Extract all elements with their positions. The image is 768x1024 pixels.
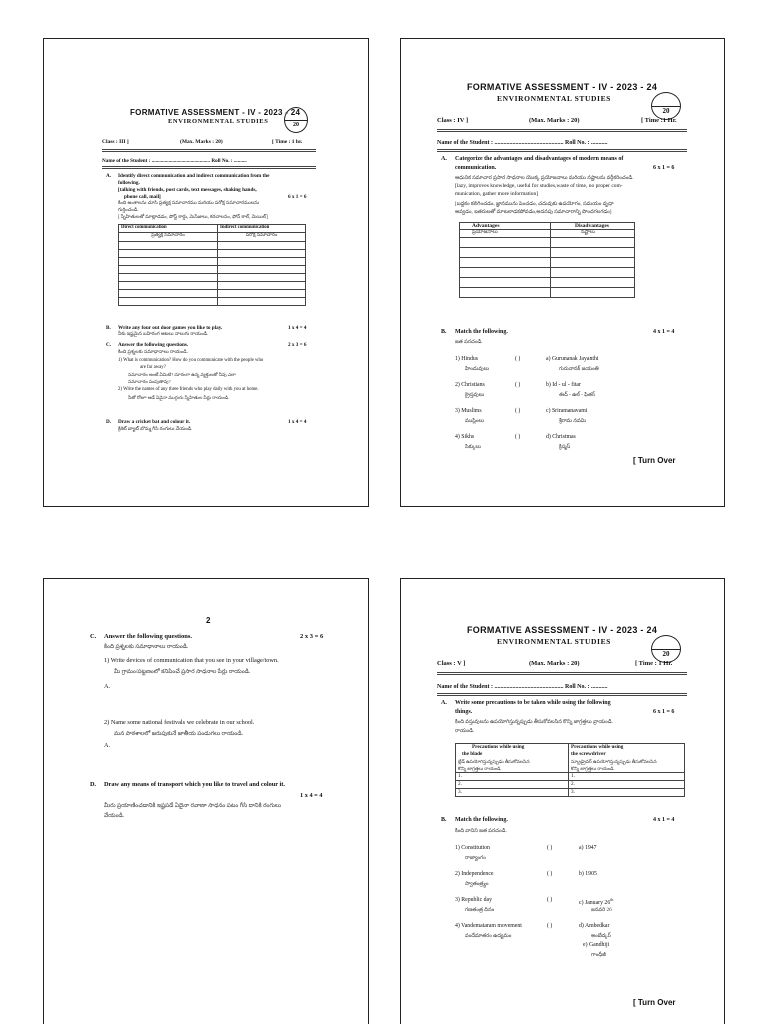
question-a-text: Write some precautions to be taken while using the following: [455, 700, 611, 706]
question-c-marks: 2 x 3 = 6: [300, 633, 324, 640]
question-b-marks: 4 x 1 = 4: [653, 817, 675, 823]
question-a-telugu-3: అవ్వడం, ఇతరులతో మాటలాడకపోవడం,అదనపు సమాచారాన్ని పొందగలగడం]: [455, 209, 612, 215]
student-name-line: Name of the Student : ............................................. Roll No. : ..........: [102, 158, 247, 164]
student-name-line: Name of the Student : .............................................. Roll No. : ...........: [437, 684, 608, 690]
assessment-title: FORMATIVE ASSESSMENT - IV - 2023 - 24: [467, 82, 658, 92]
communication-table: Direct communication Indirect communication ప్రత్యక్ష సమాచారం పరోక్ష సమాచారం: [118, 224, 306, 306]
class-label: Class : V ]: [437, 660, 466, 667]
worksheet-page-class-3: [43, 38, 369, 507]
question-d-label: D.: [106, 419, 112, 425]
question-a-telugu: కింది అంశాలను చూసి ప్రత్యక్ష సమాచారము మరియు పరోక్ష సమాచారములను: [118, 201, 260, 206]
question-d-text: Draw a cricket bat and colour it.: [118, 419, 191, 425]
student-name-line: Name of the Student : .............................................. Roll No. : ...........: [437, 140, 608, 146]
question-a-telugu-2: గుర్తించండి.: [118, 208, 139, 213]
question-c-marks: 2 x 3 = 6: [288, 342, 307, 348]
question-a-label: A.: [441, 156, 447, 162]
question-c2-telugu: మన పాఠశాలలో జరుపుకునే జాతీయ పండుగలు రాయండి.: [114, 731, 244, 737]
question-b-text: Match the following.: [455, 329, 508, 335]
question-a-marks: 6 x 1 = 6: [653, 165, 675, 171]
question-c-text: Answer the following questions.: [118, 342, 189, 348]
max-marks: (Max. Marks : 20): [180, 139, 223, 145]
question-c2: 2) Write the names of any three friends who play daily with you at home.: [118, 387, 259, 392]
question-a-text-2: things.: [455, 709, 473, 715]
question-b-text: Write any four out door games you like to play.: [118, 325, 223, 331]
question-c2: 2) Name some national festivals we celebrate in our school.: [104, 719, 255, 726]
question-b-marks: 1 x 4 = 4: [288, 325, 307, 331]
answer-1-label: A.: [104, 683, 111, 690]
question-c-telugu: కింది ప్రశ్నలకు సమాధానాలు రాయండి.: [104, 644, 189, 650]
subject-title: ENVIRONMENTAL STUDIES: [497, 94, 611, 103]
question-a-marks: 6 x 1 = 6: [288, 194, 307, 200]
question-a-text: Categorize the advantages and disadvantages of modern means of: [455, 156, 624, 162]
question-c1: 1) What is communication? How do you communicate with the people who: [118, 358, 264, 363]
time-label: [ Time : 1 hr.: [272, 139, 303, 145]
worksheet-page-class-4: FORMATIVE ASSESSMENT - IV - 2023 - 24 ENVIRONMENTAL STUDIES 20 Class : IV ] (Max. Marks : 20) [ Time :1 Hr. Name of the Student : .............................................. Roll No. : ........... A. Categorize the advantages and disadvantages of modern means of communication. 6 x 1 = 6 ఆధునిక సమాచార ప్రసార సాధనాల యొక్క ప్రయోజనాలు మరియు నష్టాలను వర్గీకరించండి. [lazy, improves knowledge, useful for studies,waste of time, no proper com- munication, gather more information] [బద్దకం కలిగించడం, జ్ఞానమును పెంచడం, చదువుకు ఉపయోగం, సమయం వృధా అవ్వడం, ఇతరులతో మాటలాడకపోవడం,అదనపు సమాచారాన్ని పొందగలగడం] Advantages Disadvantages ప్రయోజనాలు నష్టాలు B. Match the following. 4 x 1 = 4 జత పరచండి. 1) Hindus హిందువులు ( ) a) Gurunanak Jayanthi గురునానక్ జయంతి 2) Christians క్రైస్తవులు ( ) b) Id - ul - fitar ఈద్ - ఉల్ - ఫితర్ 3) Muslims ముస్లింలు ( ) c) Sriramanavami శ్రీరామ నవమి 4) Sikhs సిక్కులు ( ) d) Christmas క్రిస్మస్ [ Turn Over: [400, 38, 725, 507]
class-label: Class : III ]: [102, 139, 129, 145]
turn-over-label: [ Turn Over: [633, 998, 676, 1007]
assessment-title: FORMATIVE ASSESSMENT - IV - 2023 - 24: [467, 625, 658, 635]
question-c-text: Answer the following questions.: [104, 633, 193, 640]
question-c-telugu: కింది ప్రశ్నలకు సమాధానాలు రాయండి.: [118, 350, 188, 355]
question-b-telugu: కింది వానిని జత పరచండి.: [455, 828, 507, 834]
question-c-label: C.: [106, 342, 112, 348]
question-b-label: B.: [441, 329, 447, 335]
question-b-text: Match the following.: [455, 817, 508, 823]
question-a-telugu-2: [బద్దకం కలిగించడం, జ్ఞానమును పెంచడం, చదువుకు ఉపయోగం, సమయం వృధా: [455, 201, 614, 207]
question-d-telugu: క్రికెట్ బ్యాట్ బొమ్మ గీసి రంగులు వేయండి.: [118, 427, 193, 432]
question-d-label: D.: [90, 781, 97, 788]
question-c1-telugu: సమాచారం అంటే ఏమిటి? దూరంగా ఉన్న వ్యక్తులతో నీవు ఎలా: [128, 372, 236, 377]
question-b-telugu: నీకు ఇష్టమైన బహిరంగ ఆటలు నాలుగు రాయండి.: [118, 332, 209, 337]
turn-over-label: [ Turn Over: [633, 456, 676, 465]
subject-title: ENVIRONMENTAL STUDIES: [497, 637, 611, 646]
max-marks: (Max. Marks : 20): [529, 660, 580, 667]
question-b-label: B.: [441, 817, 447, 823]
question-a-text: Identify direct communication and indirect communication from the: [118, 173, 270, 179]
question-d-marks: 1 x 4 = 4: [288, 419, 307, 425]
question-a-telugu: కింది వస్తువులను ఉపయోగిస్తున్నప్పుడు తీసుకోవలసిన కొన్ని జాగ్రత్తలు వ్రాయండి.: [455, 719, 613, 725]
question-a-telugu-2: రాయండి.: [455, 728, 475, 734]
advantages-table: Advantages Disadvantages ప్రయోజనాలు నష్టాలు: [459, 222, 635, 298]
question-d-text: Draw any means of transport which you like to travel and colour it.: [104, 781, 285, 788]
question-c1-2: are far away?: [140, 365, 166, 370]
question-a-label: A.: [441, 700, 447, 706]
precautions-table: Precautions while using the blade బ్లేడ్ ఉపయోగిస్తున్నప్పుడు తీసుకోవలసిన కొన్ని జాగ్రత్తలు రాయండి. Precautions while using the screwdriver స్క్రూడ్రైవర్ ఉపయోగిస్తున్నప్పుడు తీసుకోవలసిన కొన్ని జాగ్రత్తలు రాయండి. 1. 1. 2. 2. 3. 3.: [455, 743, 685, 797]
question-a-marks: 6 x 1 = 6: [653, 709, 675, 715]
time-label: [ Time : 1 Hr.: [635, 660, 673, 667]
question-a-options: [lazy, improves knowledge, useful for studies,waste of time, no proper com-: [455, 183, 623, 189]
question-a-text-2: following.: [118, 180, 140, 186]
question-d-marks: 1 x 4 = 4: [300, 792, 323, 799]
marks-circle: 20: [651, 92, 681, 120]
assessment-title: FORMATIVE ASSESSMENT - IV - 2023 - 24: [130, 108, 301, 117]
worksheet-page-class-5: FORMATIVE ASSESSMENT - IV - 2023 - 24 ENVIRONMENTAL STUDIES 20 Class : V ] (Max. Marks : 20) [ Time : 1 Hr. Name of the Student : .............................................. Roll No. : ........... A. Write some precautions to be taken while using the following things. 6 x 1 = 6 కింది వస్తువులను ఉపయోగిస్తున్నప్పుడు తీసుకోవలసిన కొన్ని జాగ్రత్తలు వ్రాయండి. రాయండి. Precautions while using the blade బ్లేడ్ ఉపయోగిస్తున్నప్పుడు తీసుకోవలసిన కొన్ని జాగ్రత్తలు రాయండి. Precautions while using the screwdriver స్క్రూడ్రైవర్ ఉపయోగిస్తున్నప్పుడు తీసుకోవలసిన కొన్ని జాగ్రత్తలు రాయండి. 1. 1. 2. 2. 3. 3. B. Match the following. 4 x 1 = 4 కింది వానిని జత పరచండి. 1) Constitution రాజ్యాంగం ( ) a) 1947 2) Independence స్వాతంత్ర్యం ( ) b) 1905 3) Republic day గణతంత్ర దినం ( ) c) January 26th జనవరి 26 4) Vandemataram movement వందేమాతరం ఉద్యమం ( ) d) Ambedkar అంబేద్కర్ e) Gandhiji గాంధీజీ [ Turn Over: [400, 578, 725, 1024]
question-d-telugu: మీరు ప్రయాణించడానికి ఇష్టపడే ఏదైనా రవాణా సాధనం పటం గీసి దానికి రంగులు: [104, 803, 281, 809]
question-a-telugu-3: [ స్నేహితులతో మాట్లాడడం, పోస్ట్ కార్డు, మెసేజులు, కరచాలనం, ఫోన్ కాల్, మెయిల్]: [118, 215, 268, 220]
question-b-marks: 4 x 1 = 4: [653, 329, 675, 335]
question-a-options: [talking with friends, post cards, text messages, shaking hands,: [118, 187, 257, 193]
class-label: Class : IV ]: [437, 117, 469, 124]
worksheet-page-2: [43, 578, 369, 1024]
question-a-telugu: ఆధునిక సమాచార ప్రసార సాధనాల యొక్క ప్రయోజనాలు మరియు నష్టాలను వర్గీకరించండి.: [455, 175, 634, 181]
time-label: [ Time :1 Hr.: [641, 117, 677, 124]
subject-title: ENVIRONMENTAL STUDIES: [168, 118, 269, 125]
question-a-options-2: munication, gather more information]: [455, 191, 539, 197]
question-c1-telugu-2: సమాచారం పంపుతావు?: [128, 379, 171, 384]
answer-2-label: A.: [104, 742, 111, 749]
max-marks: (Max. Marks : 20): [529, 117, 580, 124]
question-a-text-2: communication.: [455, 165, 497, 171]
question-b-label: B.: [106, 325, 111, 331]
marks-circle: 20: [284, 107, 308, 133]
marks-circle: 20: [651, 635, 681, 663]
question-d-telugu-2: వేయండి.: [104, 813, 125, 819]
question-a-label: A.: [106, 173, 112, 179]
question-c1-telugu: మీ గ్రామం/పట్టణంలో కనిపించే ప్రసార సాధనాల పేర్లు రాయండి.: [114, 669, 251, 675]
question-c2-telugu: నీతో రోజూ ఆడే ఏవైనా ముగ్గురు స్నేహితుల పేర్లు రాయండి.: [128, 395, 230, 400]
question-c-label: C.: [90, 633, 97, 640]
question-b-telugu: జత పరచండి.: [455, 339, 483, 345]
page-number: 2: [206, 616, 211, 625]
question-a-options-2: phone call, mail]: [124, 194, 161, 200]
question-c1: 1) Write devices of communication that you see in your village/town.: [104, 657, 279, 664]
